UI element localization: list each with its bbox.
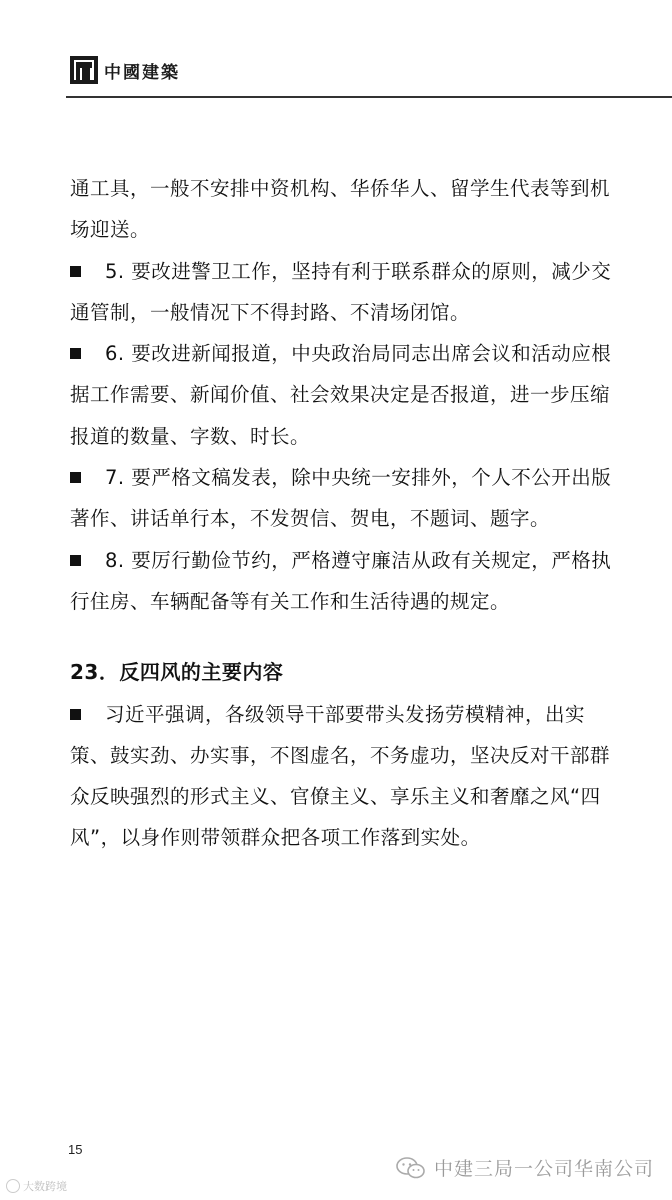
list-item [70, 540, 615, 623]
section-paragraph-text: 习近平强调，各级领导干部要带头发扬劳模精神，出实策、鼓实劲、办实事，不图虚名，不务虚功，坚决反对干部群众反映强烈的形式主义、官僚主义、享乐主义和奢靡之风“四风”，以身作则带领群众把各项工作落到实处。 [70, 702, 611, 850]
watermark-icon [6, 1179, 20, 1193]
watermark [6, 1178, 67, 1194]
footer-brand-text: 中建三局一公司华南公司 [433, 1158, 654, 1180]
bullet-icon [70, 472, 81, 483]
wechat-icon [396, 1156, 426, 1180]
logo-text: 中國建築 [104, 62, 180, 83]
list-item-text: 7. 要严格文稿发表，除中央统一安排外，个人不公开出版著作、讲话单行本，不发贺信、贺电，不题词、题字。 [70, 466, 612, 531]
list-item [70, 457, 615, 540]
list-item [70, 251, 615, 334]
list-item-text: 5. 要改进警卫工作，坚持有利于联系群众的原则，减少交通管制，一般情况下不得封路、不清场闭馆。 [70, 259, 612, 324]
document-header [70, 52, 180, 88]
list-item [70, 333, 615, 457]
bullet-icon [70, 266, 81, 277]
list-item-text: 6. 要改进新闻报道，中央政治局同志出席会议和活动应根据工作需要、新闻价值、社会效果决定是否报道，进一步压缩报道的数量、字数、时长。 [70, 342, 612, 448]
watermark-text: 大数跨境 [23, 1180, 67, 1193]
bullet-icon [70, 348, 81, 359]
bullet-icon [70, 555, 81, 566]
section-paragraph [70, 694, 615, 859]
bullet-icon [70, 709, 81, 720]
cscec-logo-icon [70, 56, 98, 84]
list-item-text: 8. 要厉行勤俭节约，严格遵守廉洁从政有关规定，严格执行住房、车辆配备等有关工作和生活待遇的规定。 [70, 548, 612, 613]
intro-paragraph: 通工具，一般不安排中资机构、华侨华人、留学生代表等到机场迎送。 [70, 177, 611, 242]
footer-brand [396, 1154, 654, 1181]
header-divider [66, 96, 672, 98]
section-heading: 23．反四风的主要内容 [70, 660, 284, 685]
page-number: 15 [68, 1142, 83, 1157]
document-body [70, 168, 615, 859]
